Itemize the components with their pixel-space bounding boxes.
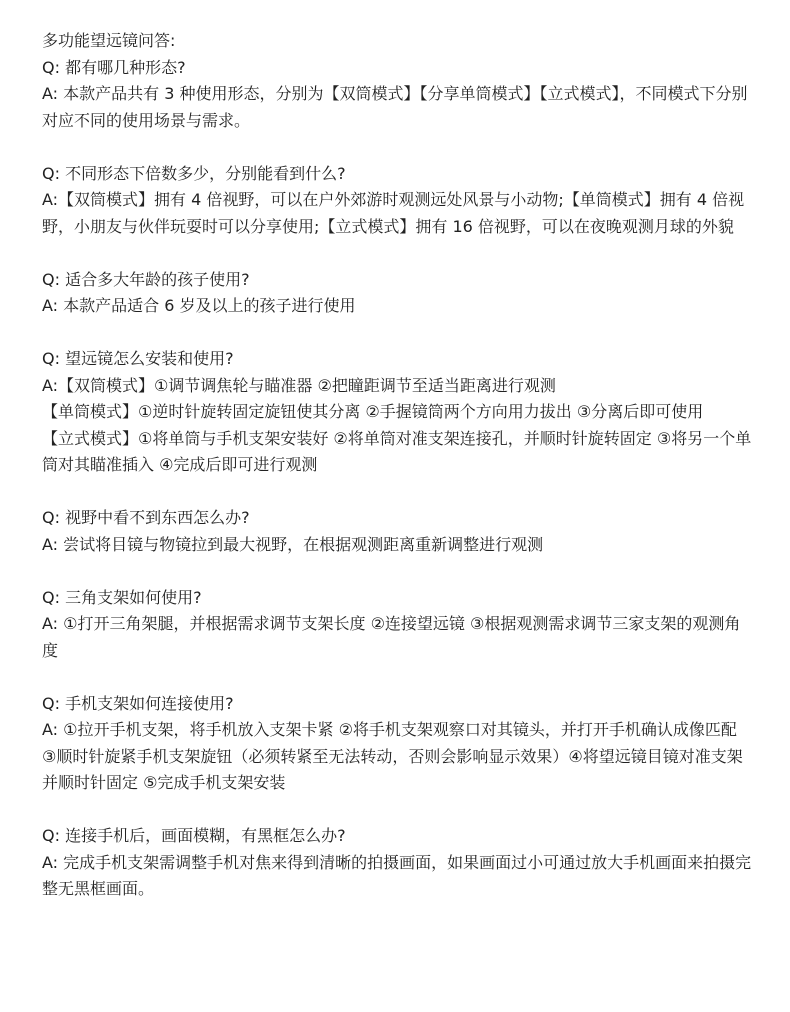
answer: 【立式模式】①将单筒与手机支架安装好 ②将单筒对准支架连接孔，并顺时针旋转固定 ③将另一个单筒对其瞄准插入 ④完成后即可进行观测 <box>42 428 752 474</box>
answer: A: 完成手机支架需调整手机对焦来得到清晰的拍摄画面，如果画面过小可通过放大手机画面来拍摄完整无黑框画面。 <box>42 852 752 898</box>
answer: A: ①拉开手机支架，将手机放入支架卡紧 ②将手机支架观察口对其镜头，并打开手机确认成像匹配 ③顺时针旋紧手机支架旋钮（必须转紧至无法转动，否则会影响显示效果）④将望远镜目镜对准支架并顺时针固定 ⑤完成手机支架安装 <box>42 720 743 792</box>
answer: 【单筒模式】①逆时针旋转固定旋钮使其分离 ②手握镜筒两个方向用力拔出 ③分离后即可使用 <box>42 402 704 421</box>
qa-item <box>42 585 754 665</box>
question: Q: 三角支架如何使用? <box>42 587 202 607</box>
qa-item <box>42 346 754 479</box>
qa-item <box>42 691 754 797</box>
qa-item <box>42 505 754 558</box>
answer: A: 本款产品共有 3 种使用形态，分别为【双筒模式】【分享单筒模式】【立式模式】，不同模式下分别对应不同的使用场景与需求。 <box>42 84 748 130</box>
qa-item <box>42 55 754 135</box>
qa-item <box>42 823 754 903</box>
question: Q: 望远镜怎么安装和使用? <box>42 349 234 368</box>
question: Q: 适合多大年龄的孩子使用? <box>42 269 250 289</box>
answer: A:【双筒模式】拥有 4 倍视野，可以在户外郊游时观测远处风景与小动物;【单筒模式】拥有 4 倍视野，小朋友与伙伴玩耍时可以分享使用;【立式模式】拥有 16 倍视野，可以在夜晚观测月球的外貌 <box>42 190 745 236</box>
document-title: 多功能望远镜问答: <box>42 31 176 50</box>
question: Q: 手机支架如何连接使用? <box>42 693 234 713</box>
answer: A: ①打开三角架腿，并根据需求调节支架长度 ②连接望远镜 ③根据观测需求调节三家支架的观测角度 <box>42 614 741 660</box>
qa-item <box>42 267 754 320</box>
answer: A:【双筒模式】①调节调焦轮与瞄准器 ②把瞳距调节至适当距离进行观测 <box>42 375 556 395</box>
document <box>42 28 754 903</box>
question: Q: 不同形态下倍数多少，分别能看到什么? <box>42 163 346 183</box>
answer: A: 尝试将目镜与物镜拉到最大视野，在根据观测距离重新调整进行观测 <box>42 534 544 554</box>
question: Q: 连接手机后，画面模糊，有黑框怎么办? <box>42 826 346 845</box>
question: Q: 视野中看不到东西怎么办? <box>42 508 250 527</box>
qa-item <box>42 161 754 241</box>
answer: A: 本款产品适合 6 岁及以上的孩子进行使用 <box>42 296 356 315</box>
question: Q: 都有哪几种形态? <box>42 57 186 77</box>
